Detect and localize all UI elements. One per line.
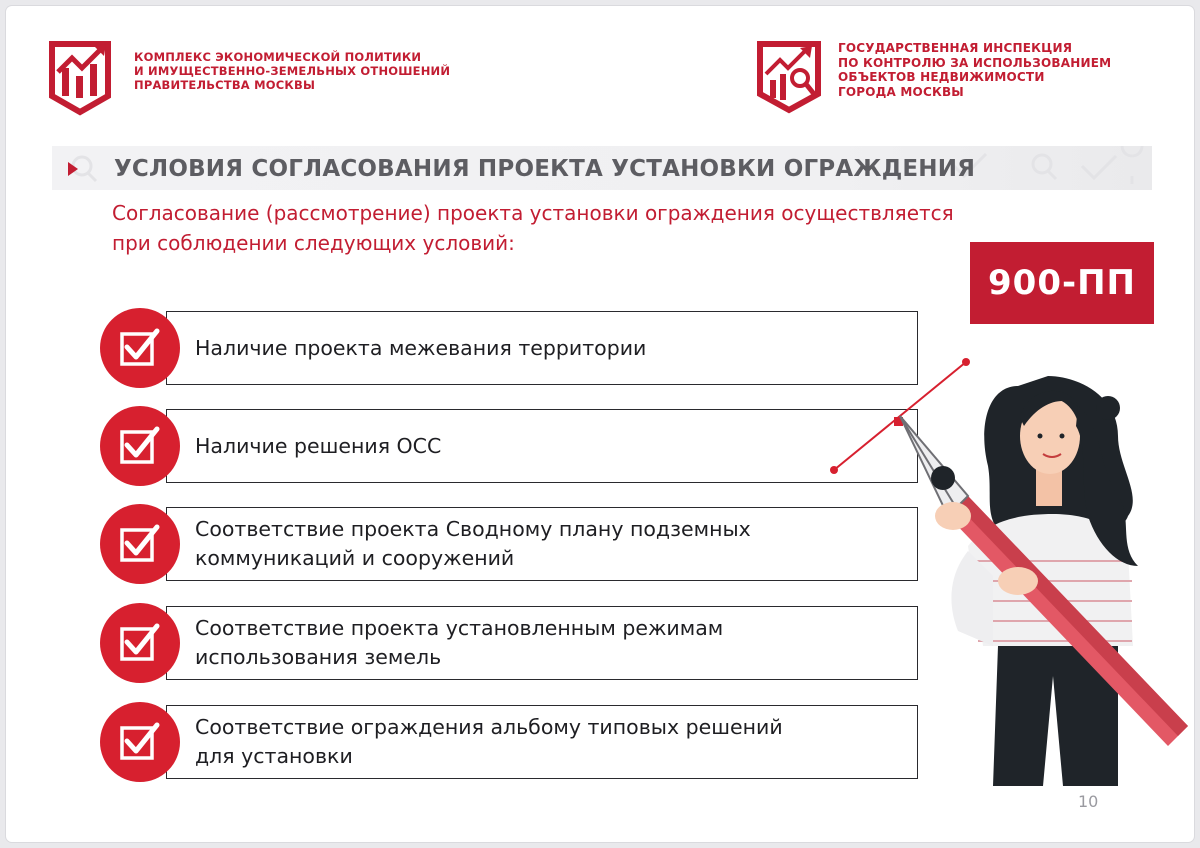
- slide: [6, 6, 1194, 842]
- right-org-line: ПО КОНТРОЛЮ ЗА ИСПОЛЬЗОВАНИЕМ: [838, 55, 1112, 70]
- condition-box: [166, 705, 918, 779]
- section-title: УСЛОВИЯ СОГЛАСОВАНИЯ ПРОЕКТА УСТАНОВКИ ОГРАЖДЕНИЯ: [114, 156, 976, 182]
- subtitle: [112, 198, 1072, 258]
- condition-box: [166, 311, 918, 385]
- condition-box: [166, 606, 918, 680]
- condition-line: Наличие проекта межевания территории: [195, 335, 647, 360]
- chart-shield-logo-icon: [48, 38, 112, 116]
- left-org-line: И ИМУЩЕСТВЕННО-ЗЕМЕЛЬНЫХ ОТНОШЕНИЙ: [134, 64, 451, 78]
- left-org-line: КОМПЛЕКС ЭКОНОМИЧЕСКОЙ ПОЛИТИКИ: [134, 50, 422, 64]
- page-number: 10: [1078, 792, 1099, 811]
- regulation-badge: 900-ПП: [970, 242, 1154, 324]
- right-org-line: ГОРОДА МОСКВЫ: [838, 84, 964, 99]
- condition-text: [195, 334, 646, 363]
- right-org-line: ОБЪЕКТОВ НЕДВИЖИМОСТИ: [838, 70, 1045, 84]
- condition-line: Соответствие проекта Сводному плану подземных: [195, 517, 751, 541]
- condition-text: [195, 614, 723, 672]
- condition-item: [100, 406, 918, 486]
- right-organization-name: [838, 41, 1138, 99]
- condition-line: коммуникаций и сооружений: [195, 546, 515, 570]
- subtitle-line: при соблюдении следующих условий:: [112, 231, 515, 255]
- condition-line: Соответствие ограждения альбому типовых решений: [195, 715, 783, 739]
- left-organization-name: [134, 50, 451, 92]
- condition-line: Наличие решения ОСС: [195, 433, 442, 458]
- checkbox-checked-icon: [100, 406, 180, 486]
- condition-line: для установки: [195, 744, 353, 768]
- left-org-line: ПРАВИТЕЛЬСТВА МОСКВЫ: [134, 78, 316, 92]
- chart-magnifier-shield-logo-icon: [756, 40, 822, 114]
- condition-box: [166, 507, 918, 581]
- condition-item: [100, 603, 918, 683]
- condition-text: [195, 713, 783, 771]
- condition-line: Соответствие проекта установленным режимам: [195, 616, 724, 640]
- condition-text: [195, 515, 751, 573]
- condition-box: [166, 409, 918, 483]
- checkbox-checked-icon: [100, 504, 180, 584]
- woman-with-pen-illustration: [818, 346, 1194, 806]
- condition-text: [195, 432, 441, 461]
- right-org-line: ГОСУДАРСТВЕННАЯ ИНСПЕКЦИЯ: [838, 41, 1073, 55]
- condition-item: [100, 702, 918, 782]
- checkbox-checked-icon: [100, 603, 180, 683]
- checkbox-checked-icon: [100, 702, 180, 782]
- subtitle-line: Согласование (рассмотрение) проекта установки ограждения осуществляется: [112, 201, 954, 225]
- checkbox-checked-icon: [100, 308, 180, 388]
- condition-line: использования земель: [195, 645, 442, 669]
- condition-item: [100, 504, 918, 584]
- condition-item: [100, 308, 918, 388]
- heading-bullet-icon: [68, 162, 78, 176]
